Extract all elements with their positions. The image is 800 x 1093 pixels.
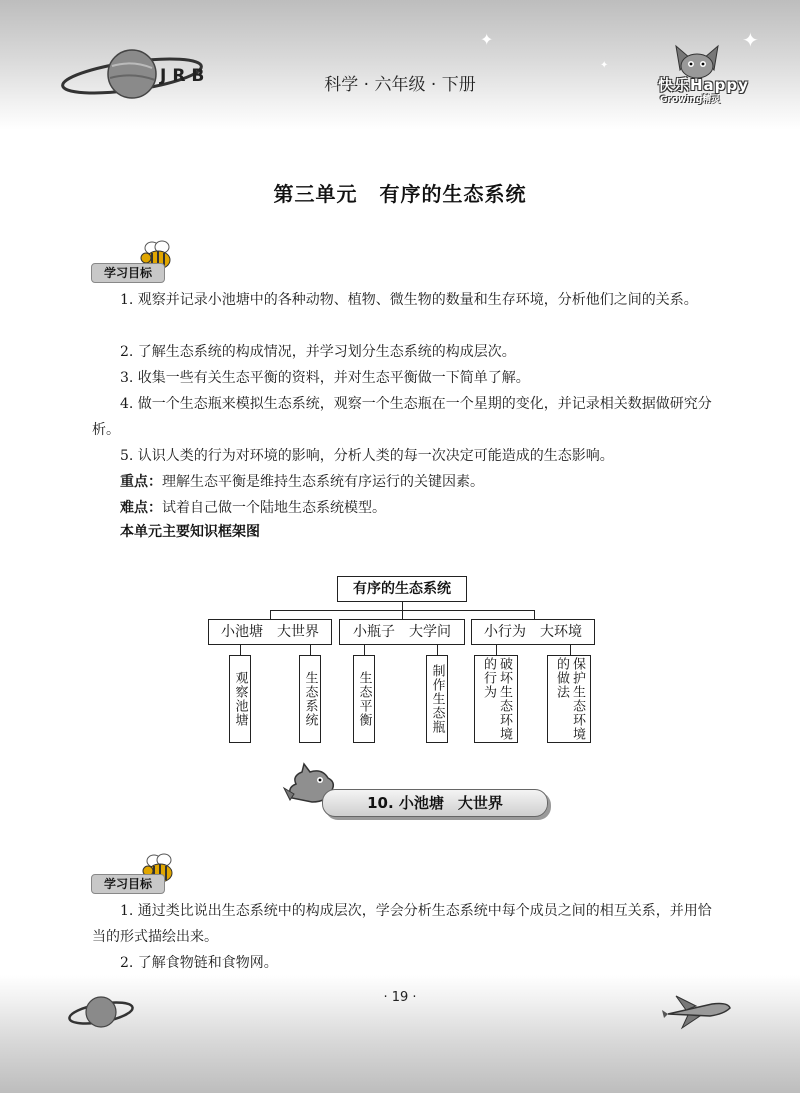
- branch-bottle: 小瓶子 大学问: [339, 619, 465, 645]
- leaf-make-bottle: [426, 655, 448, 743]
- star-icon: ✦: [742, 28, 759, 52]
- lesson-title-b: 大世界: [457, 794, 503, 812]
- goal-item-4: 4. 做一个生态瓶来模拟生态系统，观察一个生态瓶在一个星期的变化，并记录相关数据做研究分析。: [92, 396, 712, 438]
- lesson-banner: [322, 789, 548, 817]
- connector: [270, 610, 271, 619]
- logo-sub: Growing精灵: [660, 95, 721, 105]
- leaf-text: 制作生态瓶: [429, 664, 445, 734]
- brand-mark: JRB: [160, 66, 211, 86]
- unit-name: 有序的生态系统: [379, 182, 527, 206]
- star-icon: ✦: [600, 60, 609, 71]
- difficulty-label: 难点：: [120, 500, 162, 516]
- connector: [496, 645, 497, 655]
- unit-title: [0, 178, 800, 207]
- unit-number: 第三单元: [273, 182, 358, 206]
- leaf-text: 保护生态环境的做法: [554, 657, 585, 741]
- leaf-observe-pond: [229, 655, 251, 743]
- goal-item-2: 2. 了解生态系统的构成情况，并学习划分生态系统的构成层次。: [120, 344, 516, 360]
- lesson-number: 10.: [367, 794, 394, 812]
- page-number: · 19 ·: [383, 990, 417, 1005]
- lesson-title-a: 小池塘: [398, 794, 444, 812]
- framework-label: 本单元主要知识框架图: [120, 524, 260, 540]
- branch-pond: 小池塘 大世界: [208, 619, 332, 645]
- key-point: [92, 469, 724, 495]
- leaf-ecosystem: [299, 655, 321, 743]
- leaf-destroy: [474, 655, 518, 743]
- key-point-text: 理解生态平衡是维持生态系统有序运行的关键因素。: [162, 474, 484, 490]
- goal-item-5: 5. 认识人类的行为对环境的影响，分析人类的每一次决定可能造成的生态影响。: [120, 448, 614, 464]
- lesson-goal-1: 1. 通过类比说出生态系统中的构成层次，学会分析生态系统中每个成员之间的相互关系，并用恰当的形式描绘出来。: [92, 903, 712, 945]
- difficulty: [92, 495, 724, 521]
- lesson-goals-tag: 学习目标: [91, 874, 165, 894]
- goals-tag: 学习目标: [91, 263, 165, 283]
- leaf-text: 观察池塘: [232, 671, 248, 727]
- goal-item-1: 1. 观察并记录小池塘中的各种动物、植物、微生物的数量和生存环境，分析他们之间的关系。: [120, 292, 698, 308]
- connector: [437, 645, 438, 655]
- leaf-balance: [353, 655, 375, 743]
- connector: [534, 610, 535, 619]
- connector: [402, 610, 403, 619]
- difficulty-text: 试着自己做一个陆地生态系统模型。: [162, 500, 386, 516]
- series-title: 科学 · 六年级 · 下册: [324, 75, 476, 95]
- leaf-text: 生态系统: [302, 671, 318, 727]
- key-point-label: 重点：: [120, 474, 162, 490]
- branch-behavior: 小行为 大环境: [471, 619, 595, 645]
- goal-item-3: 3. 收集一些有关生态平衡的资料，并对生态平衡做一下简单了解。: [120, 370, 530, 386]
- leaf-text: 生态平衡: [356, 671, 372, 727]
- connector: [570, 645, 571, 655]
- star-icon: ✦: [480, 30, 494, 49]
- connector: [364, 645, 365, 655]
- connector: [240, 645, 241, 655]
- leaf-protect: [547, 655, 591, 743]
- connector: [310, 645, 311, 655]
- leaf-text: 破坏生态环境的行为: [481, 657, 512, 741]
- lesson-goal-2: 2. 了解食物链和食物网。: [120, 955, 278, 971]
- logo-main: 快乐Happy: [658, 76, 749, 94]
- framework-root: 有序的生态系统: [337, 576, 467, 602]
